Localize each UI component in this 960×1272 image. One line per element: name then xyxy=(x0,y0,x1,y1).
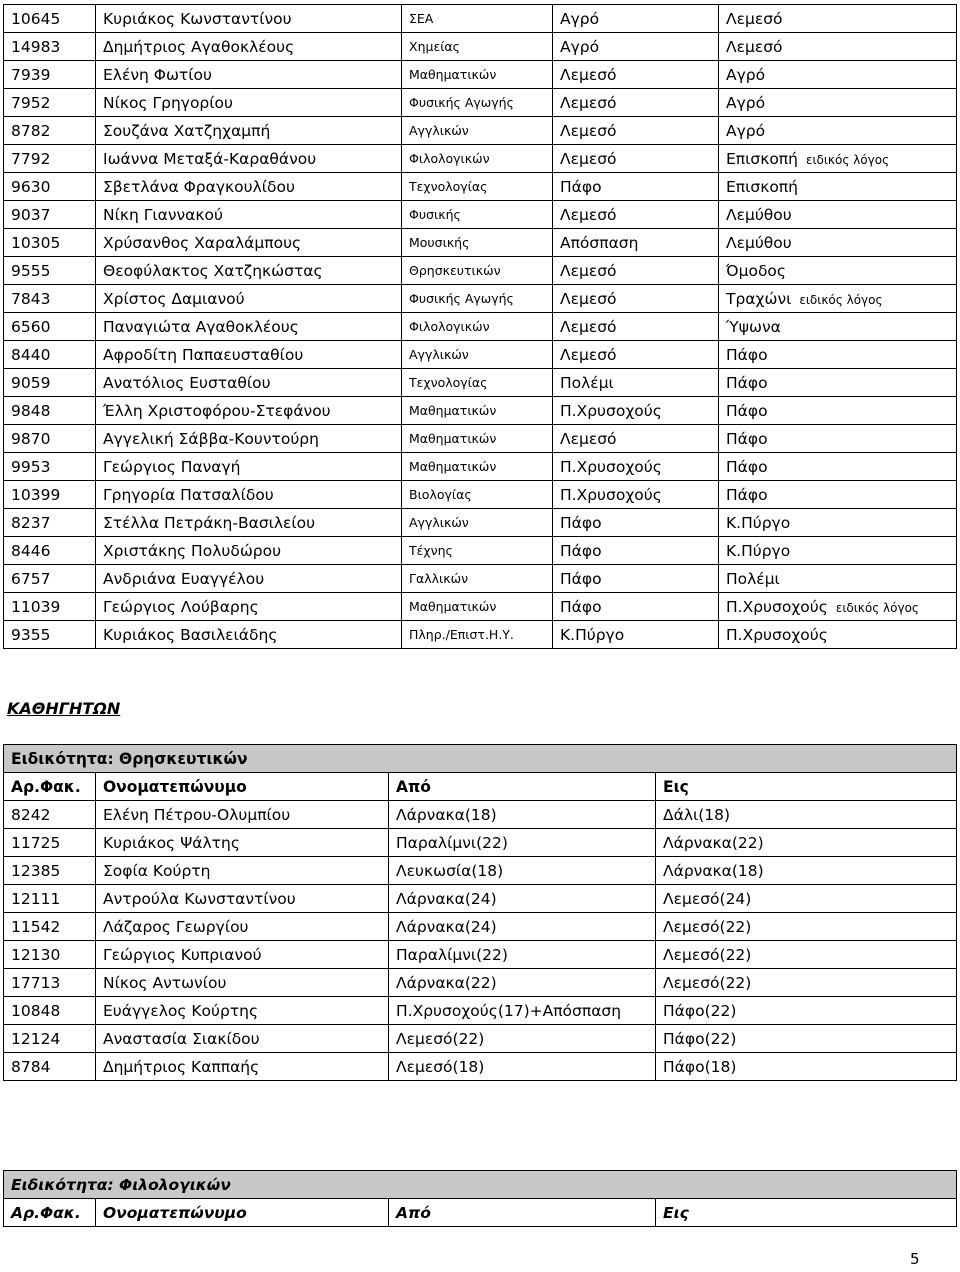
from-location: Λεμεσό xyxy=(553,313,719,341)
file-number: 9555 xyxy=(4,257,96,285)
special-reason-note: ειδικός λόγος xyxy=(805,152,890,167)
to-location-text: Κ.Πύργο xyxy=(726,513,791,532)
to-location xyxy=(719,509,957,537)
specialty: Φιλολογικών xyxy=(402,313,553,341)
from-location: Πάφο xyxy=(553,173,719,201)
teacher-name: Αντρούλα Κωνσταντίνου xyxy=(96,885,389,913)
teacher-name: Δημήτριος Καππαής xyxy=(96,1053,389,1081)
table-row xyxy=(4,885,957,913)
column-header-row xyxy=(4,1199,957,1227)
to-location-text: Όμοδος xyxy=(726,261,787,280)
file-number: 12111 xyxy=(4,885,96,913)
file-number: 9870 xyxy=(4,425,96,453)
file-number: 11725 xyxy=(4,829,96,857)
to-location xyxy=(719,397,957,425)
to-location xyxy=(719,229,957,257)
specialty: Μαθηματικών xyxy=(402,453,553,481)
file-number: 10305 xyxy=(4,229,96,257)
table-row xyxy=(4,33,957,61)
from-location: Λάρνακα(24) xyxy=(389,885,656,913)
from-location: Πάφο xyxy=(553,593,719,621)
to-location xyxy=(719,537,957,565)
file-number: 10645 xyxy=(4,5,96,33)
file-number: 7939 xyxy=(4,61,96,89)
to-location xyxy=(719,565,957,593)
specialty: Φυσικής Αγωγής xyxy=(402,89,553,117)
teacher-name: Αγγελική Σάββα-Κουντούρη xyxy=(96,425,402,453)
to-location: Λεμεσό(22) xyxy=(656,913,957,941)
from-location: Λεμεσό xyxy=(553,61,719,89)
from-location: Λεμεσό xyxy=(553,201,719,229)
teacher-name: Γεώργιος Παναγή xyxy=(96,453,402,481)
table-row xyxy=(4,941,957,969)
to-location-text: Κ.Πύργο xyxy=(726,541,791,560)
teacher-name: Χρύσανθος Χαραλάμπους xyxy=(96,229,402,257)
to-location xyxy=(719,257,957,285)
col-header-name: Ονοματεπώνυμο xyxy=(96,773,389,801)
specialty: Μαθηματικών xyxy=(402,61,553,89)
col-header-from: Από xyxy=(389,1199,656,1227)
teacher-name: Γεώργιος Κυπριανού xyxy=(96,941,389,969)
teacher-name: Έλλη Χριστοφόρου-Στεφάνου xyxy=(96,397,402,425)
to-location-text: Τραχώνι xyxy=(726,289,792,308)
from-location: Αγρό xyxy=(553,5,719,33)
file-number: 10848 xyxy=(4,997,96,1025)
teacher-name: Ευάγγελος Κούρτης xyxy=(96,997,389,1025)
to-location: Λάρνακα(22) xyxy=(656,829,957,857)
specialty: ΣΕΑ xyxy=(402,5,553,33)
teacher-name: Λάζαρος Γεωργίου xyxy=(96,913,389,941)
specialty: Φυσικής xyxy=(402,201,553,229)
to-location xyxy=(719,313,957,341)
to-location: Δάλι(18) xyxy=(656,801,957,829)
teacher-name: Αναστασία Σιακίδου xyxy=(96,1025,389,1053)
to-location xyxy=(719,425,957,453)
from-location: Πολέμι xyxy=(553,369,719,397)
file-number: 9059 xyxy=(4,369,96,397)
table-row xyxy=(4,285,957,313)
specialty-header-row xyxy=(4,745,957,773)
page-number: 5 xyxy=(910,1250,920,1268)
table-row xyxy=(4,1025,957,1053)
table-row xyxy=(4,1053,957,1081)
table-row xyxy=(4,145,957,173)
specialty: Φυσικής Αγωγής xyxy=(402,285,553,313)
table-row xyxy=(4,565,957,593)
teacher-name: Ανδριάνα Ευαγγέλου xyxy=(96,565,402,593)
table-row xyxy=(4,913,957,941)
from-location: Κ.Πύργο xyxy=(553,621,719,649)
file-number: 7843 xyxy=(4,285,96,313)
from-location: Πάφο xyxy=(553,509,719,537)
file-number: 12130 xyxy=(4,941,96,969)
to-location xyxy=(719,61,957,89)
file-number: 14983 xyxy=(4,33,96,61)
to-location-text: Αγρό xyxy=(726,121,766,140)
table-row xyxy=(4,857,957,885)
teacher-name: Σβετλάνα Φραγκουλίδου xyxy=(96,173,402,201)
to-location-text: Λεμεσό xyxy=(726,37,783,56)
col-header-id: Αρ.Φακ. xyxy=(4,773,96,801)
specialty: Φιλολογικών xyxy=(402,145,553,173)
table-row xyxy=(4,257,957,285)
filologikon-table xyxy=(3,1170,957,1227)
teacher-name: Δημήτριος Αγαθοκλέους xyxy=(96,33,402,61)
to-location-text: Πάφο xyxy=(726,429,768,448)
specialty: Τεχνολογίας xyxy=(402,173,553,201)
file-number: 9953 xyxy=(4,453,96,481)
teacher-name: Σουζάνα Χατζηχαμπή xyxy=(96,117,402,145)
to-location xyxy=(719,621,957,649)
file-number: 7952 xyxy=(4,89,96,117)
teacher-name: Χρίστος Δαμιανού xyxy=(96,285,402,313)
to-location-text: Πάφο xyxy=(726,345,768,364)
table-row xyxy=(4,481,957,509)
table-row xyxy=(4,369,957,397)
specialty: Χημείας xyxy=(402,33,553,61)
specialty: Αγγλικών xyxy=(402,117,553,145)
file-number: 8440 xyxy=(4,341,96,369)
to-location xyxy=(719,369,957,397)
teacher-name: Νίκη Γιαννακού xyxy=(96,201,402,229)
to-location xyxy=(719,145,957,173)
specialty: Βιολογίας xyxy=(402,481,553,509)
file-number: 17713 xyxy=(4,969,96,997)
to-location-text: Π.Χρυσοχούς xyxy=(726,597,828,616)
file-number: 8237 xyxy=(4,509,96,537)
file-number: 6560 xyxy=(4,313,96,341)
to-location xyxy=(719,285,957,313)
to-location-text: Π.Χρυσοχούς xyxy=(726,625,828,644)
to-location xyxy=(719,201,957,229)
file-number: 10399 xyxy=(4,481,96,509)
transfers-table xyxy=(3,4,957,649)
to-location xyxy=(719,593,957,621)
table-row xyxy=(4,5,957,33)
from-location: Λεμεσό xyxy=(553,257,719,285)
teacher-name: Θεοφύλακτος Χατζηκώστας xyxy=(96,257,402,285)
file-number: 12385 xyxy=(4,857,96,885)
table-row xyxy=(4,397,957,425)
specialty: Μαθηματικών xyxy=(402,425,553,453)
teacher-name: Νίκος Γρηγορίου xyxy=(96,89,402,117)
teacher-name: Νίκος Αντωνίου xyxy=(96,969,389,997)
teacher-name: Γρηγορία Πατσαλίδου xyxy=(96,481,402,509)
from-location: Λάρνακα(22) xyxy=(389,969,656,997)
from-location: Λευκωσία(18) xyxy=(389,857,656,885)
file-number: 8784 xyxy=(4,1053,96,1081)
to-location: Πάφο(22) xyxy=(656,997,957,1025)
to-location-text: Λεμύθου xyxy=(726,205,792,224)
teacher-name: Κυριάκος Βασιλειάδης xyxy=(96,621,402,649)
to-location xyxy=(719,5,957,33)
teacher-name: Σοφία Κούρτη xyxy=(96,857,389,885)
from-location: Λεμεσό(22) xyxy=(389,1025,656,1053)
table-row xyxy=(4,89,957,117)
from-location: Λεμεσό xyxy=(553,341,719,369)
file-number: 6757 xyxy=(4,565,96,593)
to-location-text: Πάφο xyxy=(726,373,768,392)
from-location: Παραλίμνι(22) xyxy=(389,941,656,969)
specialty: Αγγλικών xyxy=(402,341,553,369)
table-row xyxy=(4,997,957,1025)
file-number: 9848 xyxy=(4,397,96,425)
to-location-text: Λεμεσό xyxy=(726,9,783,28)
to-location-text: Ύψωνα xyxy=(726,317,781,336)
to-location-text: Αγρό xyxy=(726,93,766,112)
special-reason-note: ειδικός λόγος xyxy=(799,292,883,307)
teacher-name: Χριστάκης Πολυδώρου xyxy=(96,537,402,565)
specialty-header-row xyxy=(4,1171,957,1199)
to-location: Λεμεσό(22) xyxy=(656,969,957,997)
from-location: Π.Χρυσοχούς xyxy=(553,481,719,509)
from-location: Π.Χρυσοχούς xyxy=(553,397,719,425)
table-row xyxy=(4,453,957,481)
to-location xyxy=(719,173,957,201)
specialty: Αγγλικών xyxy=(402,509,553,537)
from-location: Λεμεσό xyxy=(553,117,719,145)
to-location-text: Αγρό xyxy=(726,65,766,84)
specialty: Θρησκευτικών xyxy=(402,257,553,285)
table-row xyxy=(4,61,957,89)
col-header-from: Από xyxy=(389,773,656,801)
table-row xyxy=(4,621,957,649)
specialty: Πληρ./Επιστ.Η.Υ. xyxy=(402,621,553,649)
to-location: Πάφο(22) xyxy=(656,1025,957,1053)
teacher-name: Στέλλα Πετράκη-Βασιλείου xyxy=(96,509,402,537)
from-location: Π.Χρυσοχούς xyxy=(553,453,719,481)
threskeftikon-table xyxy=(3,744,957,1081)
teacher-name: Ιωάννα Μεταξά-Καραθάνου xyxy=(96,145,402,173)
to-location xyxy=(719,341,957,369)
from-location: Παραλίμνι(22) xyxy=(389,829,656,857)
to-location xyxy=(719,117,957,145)
file-number: 9355 xyxy=(4,621,96,649)
specialty: Μαθηματικών xyxy=(402,397,553,425)
column-header-row xyxy=(4,773,957,801)
teacher-name: Ελένη Πέτρου-Ολυμπίου xyxy=(96,801,389,829)
to-location: Λάρνακα(18) xyxy=(656,857,957,885)
file-number: 7792 xyxy=(4,145,96,173)
table-row xyxy=(4,229,957,257)
specialty: Μαθηματικών xyxy=(402,593,553,621)
from-location: Πάφο xyxy=(553,537,719,565)
table-row xyxy=(4,829,957,857)
col-header-id: Αρ.Φακ. xyxy=(4,1199,96,1227)
table-row xyxy=(4,537,957,565)
table-row xyxy=(4,313,957,341)
file-number: 8446 xyxy=(4,537,96,565)
to-location: Λεμεσό(22) xyxy=(656,941,957,969)
teacher-name: Κυριάκος Κωνσταντίνου xyxy=(96,5,402,33)
teacher-name: Αφροδίτη Παπαευσταθίου xyxy=(96,341,402,369)
table-row xyxy=(4,201,957,229)
col-header-name: Ονοματεπώνυμο xyxy=(96,1199,389,1227)
teacher-name: Γεώργιος Λούβαρης xyxy=(96,593,402,621)
table-row xyxy=(4,173,957,201)
col-header-to: Εις xyxy=(656,773,957,801)
table-row xyxy=(4,117,957,145)
to-location xyxy=(719,453,957,481)
col-header-to: Εις xyxy=(656,1199,957,1227)
file-number: 9037 xyxy=(4,201,96,229)
specialty: Τέχνης xyxy=(402,537,553,565)
to-location-text: Επισκοπή xyxy=(726,149,798,168)
to-location xyxy=(719,33,957,61)
section-title: ΚΑΘΗΓΗΤΩΝ xyxy=(7,699,121,718)
table-row xyxy=(4,593,957,621)
to-location-text: Πολέμι xyxy=(726,569,780,588)
from-location: Λεμεσό(18) xyxy=(389,1053,656,1081)
from-location: Πάφο xyxy=(553,565,719,593)
to-location-text: Επισκοπή xyxy=(726,177,798,196)
to-location: Πάφο(18) xyxy=(656,1053,957,1081)
from-location: Λάρνακα(18) xyxy=(389,801,656,829)
specialty: Γαλλικών xyxy=(402,565,553,593)
teacher-name: Ελένη Φωτίου xyxy=(96,61,402,89)
to-location-text: Πάφο xyxy=(726,485,768,504)
teacher-name: Παναγιώτα Αγαθοκλέους xyxy=(96,313,402,341)
table-row xyxy=(4,425,957,453)
from-location: Λεμεσό xyxy=(553,425,719,453)
file-number: 9630 xyxy=(4,173,96,201)
table-row xyxy=(4,509,957,537)
specialty-header: Ειδικότητα: Θρησκευτικών xyxy=(4,745,957,773)
to-location-text: Πάφο xyxy=(726,401,768,420)
specialty-header: Ειδικότητα: Φιλολογικών xyxy=(4,1171,957,1199)
teacher-name: Ανατόλιος Ευσταθίου xyxy=(96,369,402,397)
from-location: Λεμεσό xyxy=(553,145,719,173)
specialty: Τεχνολογίας xyxy=(402,369,553,397)
to-location xyxy=(719,89,957,117)
from-location: Αγρό xyxy=(553,33,719,61)
file-number: 11542 xyxy=(4,913,96,941)
file-number: 8242 xyxy=(4,801,96,829)
from-location: Λεμεσό xyxy=(553,89,719,117)
to-location-text: Λεμύθου xyxy=(726,233,792,252)
to-location xyxy=(719,481,957,509)
to-location: Λεμεσό(24) xyxy=(656,885,957,913)
from-location: Λεμεσό xyxy=(553,285,719,313)
table-row xyxy=(4,341,957,369)
file-number: 8782 xyxy=(4,117,96,145)
specialty: Μουσικής xyxy=(402,229,553,257)
table-row xyxy=(4,969,957,997)
from-location: Π.Χρυσοχούς(17)+Απόσπαση xyxy=(389,997,656,1025)
teacher-name: Κυριάκος Ψάλτης xyxy=(96,829,389,857)
special-reason-note: ειδικός λόγος xyxy=(835,600,919,615)
file-number: 11039 xyxy=(4,593,96,621)
from-location: Λάρνακα(24) xyxy=(389,913,656,941)
to-location-text: Πάφο xyxy=(726,457,768,476)
from-location: Απόσπαση xyxy=(553,229,719,257)
file-number: 12124 xyxy=(4,1025,96,1053)
table-row xyxy=(4,801,957,829)
